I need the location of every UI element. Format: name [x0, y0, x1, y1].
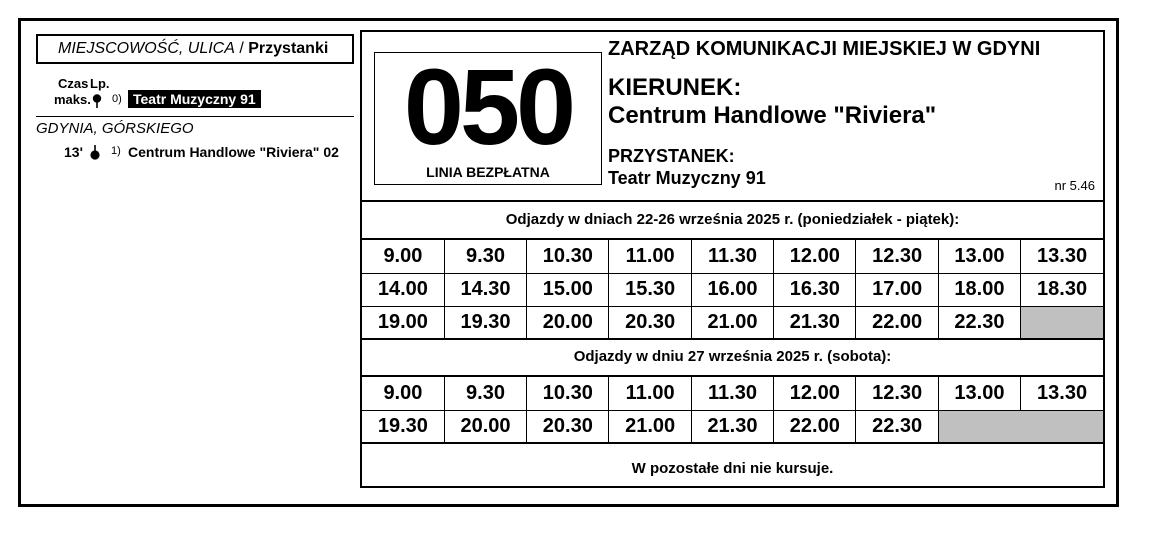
route-columns: [36, 76, 354, 116]
departure-time: 12.00: [774, 377, 856, 410]
next-stop-name: Centrum Handlowe "Riviera" 02: [128, 144, 339, 160]
departure-row: [362, 306, 1103, 339]
departure-time: 11.30: [691, 240, 773, 273]
current-stop-name: Teatr Muzyczny 91: [128, 90, 261, 108]
departure-time: 11.00: [609, 377, 691, 410]
timetable-number: nr 5.46: [1054, 178, 1095, 193]
departure-time: 10.30: [527, 240, 609, 273]
departure-time: 22.30: [856, 410, 938, 443]
header-slash: /: [234, 40, 249, 57]
col-czas: Czas: [58, 76, 89, 91]
departure-time: 13.30: [1021, 377, 1103, 410]
departure-time: 14.30: [444, 273, 526, 306]
departure-time: 22.00: [856, 306, 938, 339]
saturday-departures: [362, 377, 1103, 444]
timetable-header: [362, 32, 1103, 202]
departure-time: 21.00: [691, 306, 773, 339]
departure-time: 12.00: [774, 240, 856, 273]
departure-time: 9.30: [444, 240, 526, 273]
next-stop-lp: 1): [111, 145, 121, 157]
direction-value: Centrum Handlowe "Riviera": [608, 102, 937, 129]
stop-value: Teatr Muzyczny 91: [608, 168, 766, 188]
weekday-departures: [362, 240, 1103, 340]
current-stop-lp: 0): [112, 93, 122, 105]
departure-time: 16.30: [774, 273, 856, 306]
route-panel-header: [36, 34, 354, 64]
departure-time: 9.30: [444, 377, 526, 410]
line-label: LINIA BEZPŁATNA: [426, 164, 550, 180]
departure-time: 13.30: [1021, 240, 1103, 273]
empty-cell: [938, 410, 1103, 443]
departure-time: 11.00: [609, 240, 691, 273]
departure-time: 14.00: [362, 273, 444, 306]
route-divider: [36, 116, 354, 117]
departure-time: 20.30: [527, 410, 609, 443]
departure-row: [362, 273, 1103, 306]
col-lp: Lp.: [90, 76, 110, 91]
departure-time: 22.00: [774, 410, 856, 443]
departure-time: 12.30: [856, 240, 938, 273]
departure-time: 20.00: [444, 410, 526, 443]
departure-time: 9.00: [362, 377, 444, 410]
departure-time: 20.30: [609, 306, 691, 339]
departure-row: [362, 377, 1103, 410]
departure-time: 22.30: [938, 306, 1020, 339]
departure-time: 15.30: [609, 273, 691, 306]
departure-time: 15.00: [527, 273, 609, 306]
town-street: GDYNIA, GÓRSKIEGO: [36, 120, 194, 137]
departure-time: 11.30: [691, 377, 773, 410]
direction-label: KIERUNEK:: [608, 74, 742, 101]
departure-time: 12.30: [856, 377, 938, 410]
departure-time: 21.30: [691, 410, 773, 443]
departure-time: 18.30: [1021, 273, 1103, 306]
col-maks: maks.: [54, 92, 91, 107]
departure-time: 21.30: [774, 306, 856, 339]
empty-cell: [1021, 306, 1103, 339]
departure-row: [362, 240, 1103, 273]
route-stop-row: [36, 144, 354, 164]
departure-time: 19.30: [362, 410, 444, 443]
line-number-box: [374, 46, 602, 185]
departure-time: 16.00: [691, 273, 773, 306]
departure-time: 13.00: [938, 377, 1020, 410]
departure-time: 13.00: [938, 240, 1020, 273]
departure-time: 9.00: [362, 240, 444, 273]
header-stops: Przystanki: [248, 40, 329, 57]
footer-note: W pozostałe dni nie kursuje.: [631, 460, 834, 477]
departure-time: 18.00: [938, 273, 1020, 306]
travel-time: 13': [64, 144, 83, 160]
weekday-title: Odjazdy w dniach 22-26 września 2025 r. (poniedziałek - piątek):: [362, 202, 1103, 240]
departure-time: 21.00: [609, 410, 691, 443]
operator-name: ZARZĄD KOMUNIKACJI MIEJSKIEJ W GDYNI: [608, 38, 1041, 60]
departure-time: 17.00: [856, 273, 938, 306]
stop-drop-icon: [90, 145, 100, 160]
departure-time: 19.00: [362, 306, 444, 339]
timetable: [360, 30, 1105, 488]
route-panel: [36, 34, 354, 160]
line-number: 050: [403, 46, 573, 167]
departure-time: 19.30: [444, 306, 526, 339]
departure-time: 10.30: [527, 377, 609, 410]
departure-row: [362, 410, 1103, 443]
stop-label: PRZYSTANEK:: [608, 146, 735, 166]
stop-pin-icon: [92, 94, 102, 108]
departure-time: 20.00: [527, 306, 609, 339]
saturday-title: Odjazdy w dniu 27 września 2025 r. (sobota):: [362, 339, 1103, 377]
header-locality-street: MIEJSCOWOŚĆ, ULICA: [58, 40, 235, 57]
